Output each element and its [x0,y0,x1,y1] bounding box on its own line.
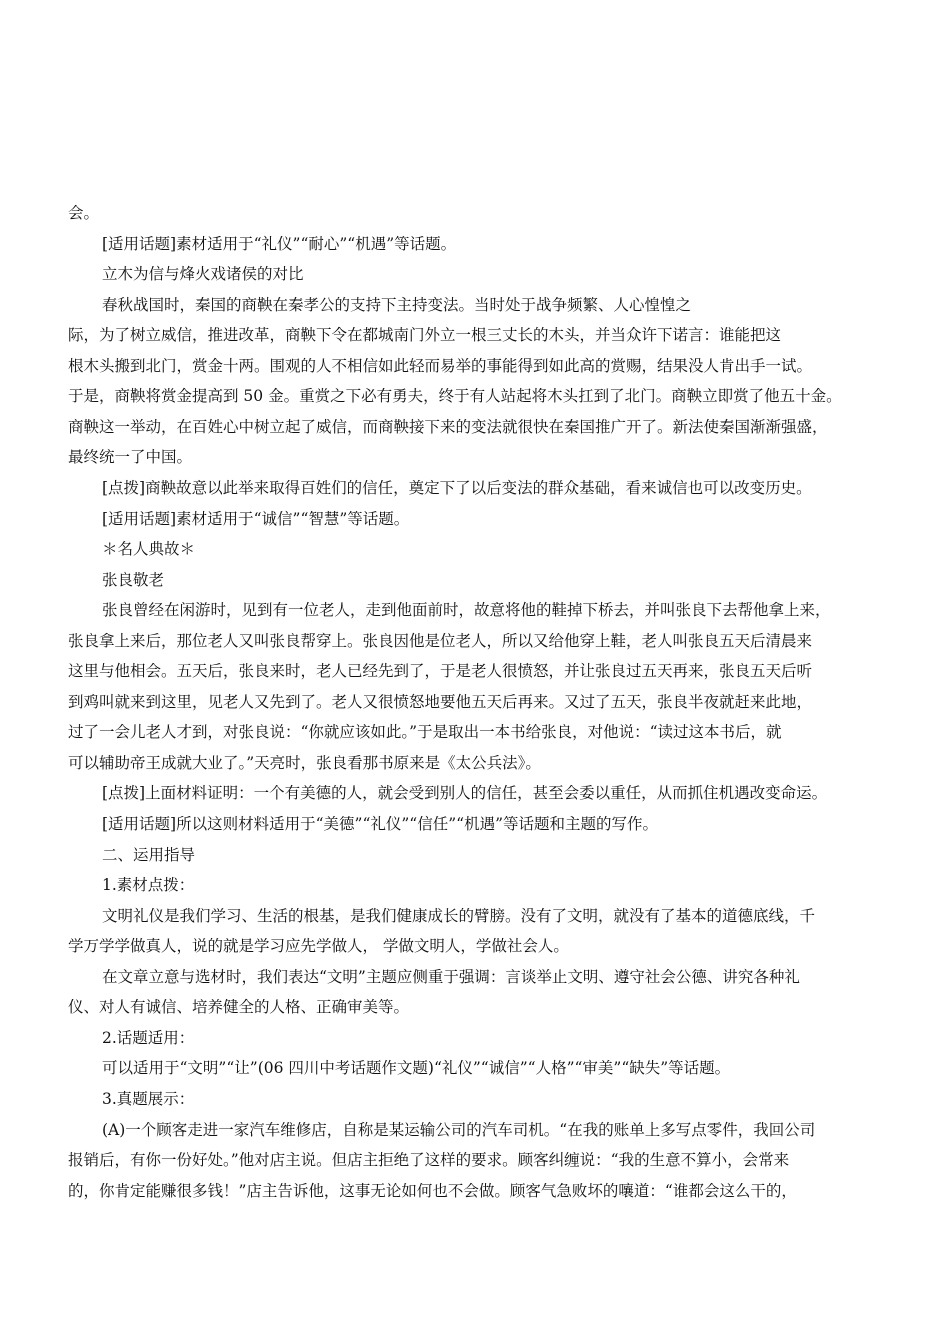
text-line: [适用话题]所以这则材料适用于“美德”“礼仪”“信任”“机遇”等话题和主题的写作。 [102,815,658,833]
text-line: 可以适用于“文明”“让”(06 四川中考话题作文题)“礼仪”“诚信”“人格”“审美”“缺失”等话题。 [102,1059,731,1078]
text-line: 到鸡叫就来到这里，见老人又先到了。老人又很愤怒地要他五天后再来。又过了五天，张良半夜就赶来此地， [68,692,813,711]
text-line: 商鞅这一举动，在百姓心中树立起了威信，而商鞅接下来的变法就很快在秦国推广开了。新法使秦国渐渐强盛， [68,417,828,436]
text-line: 际，为了树立威信，推进改革，商鞅下令在都城南门外立一根三丈长的木头，并当众许下诺言：谁能把这 [68,326,782,345]
text-line: 报销后，有你一份好处。”他对店主说。但店主拒绝了这样的要求。顾客纠缠说：“我的生意不算小，会常来 [68,1151,790,1170]
text-line: [适用话题]素材适用于“诚信”“智慧”等话题。 [102,509,410,528]
text-line: [点拨]上面材料证明：一个有美德的人，就会受到别人的信任，甚至会委以重任，从而抓住机遇改变命运。 [102,784,828,803]
text-line: 会。 [68,204,100,222]
text-line: 文明礼仪是我们学习、生活的根基，是我们健康成长的臂膀。没有了文明，就没有了基本的道德底线，千 [102,906,816,925]
text-line: [适用话题]素材适用于“礼仪”“耐心”“机遇”等话题。 [102,234,457,253]
text-line: 的，你肯定能赚很多钱！”店主告诉他，这事无论如何也不会做。顾客气急败坏的嚷道：“谁都会这么干的， [68,1181,797,1200]
text-line: 最终统一了中国。 [68,448,193,467]
text-line: 立木为信与烽火戏诸侯的对比 [102,265,304,284]
text-line: 1.素材点拨： [102,876,195,895]
text-line: 张良拿上来后，那位老人又叫张良帮穿上。张良因他是位老人，所以又给他穿上鞋，老人叫张良五天后清晨来 [68,631,813,650]
text-line: 可以辅助帝王成就大业了。”天亮时，张良看那书原来是《太公兵法》。 [68,753,541,772]
text-line: 张良曾经在闲游时，见到有一位老人，走到他面前时，故意将他的鞋掉下桥去，并叫张良下去帮他拿上来， [102,601,831,620]
text-line: ＊名人典故＊ [102,540,196,559]
text-line: 二、运用指导 [102,845,196,864]
text-line: 春秋战国时，秦国的商鞅在秦孝公的支持下主持变法。当时处于战争频繁、人心惶惶之 [102,295,692,314]
text-line: 于是，商鞅将赏金提高到 50 金。重赏之下必有勇夫，终于有人站起将木头扛到了北门。商鞅立即赏了他五十金。 [68,387,842,406]
text-line: (A)一个顾客走进一家汽车维修店，自称是某运输公司的汽车司机。“在我的账单上多写点零件，我回公司 [102,1120,816,1139]
text-line: 学万学学做真人，说的就是学习应先学做人， 学做文明人，学做社会人。 [68,937,569,956]
text-line: 这里与他相会。五天后，张良来时，老人已经先到了，于是老人很愤怒，并让张良过五天再来，张良五天后听 [68,662,813,681]
text-line: 3.真题展示： [102,1089,195,1108]
text-line: 过了一会儿老人才到，对张良说：“你就应该如此。”于是取出一本书给张良，对他说：“读过这本书后，就 [68,723,782,742]
text-line: 根木头搬到北门，赏金十两。围观的人不相信如此轻而易举的事能得到如此高的赏赐，结果没人肯出手一试。 [68,356,813,375]
text-line: [点拨]商鞅故意以此举来取得百姓们的信任，奠定下了以后变法的群众基础，看来诚信也可以改变历史。 [102,478,812,497]
text-line: 2.话题适用： [102,1028,195,1047]
text-line: 在文章立意与选材时，我们表达“文明”主题应侧重于强调：言谈举止文明、遵守社会公德、讲究各种礼 [102,967,800,986]
text-line: 仪、对人有诚信、培养健全的人格、正确审美等。 [68,998,410,1017]
text-line: 张良敬老 [102,570,165,589]
